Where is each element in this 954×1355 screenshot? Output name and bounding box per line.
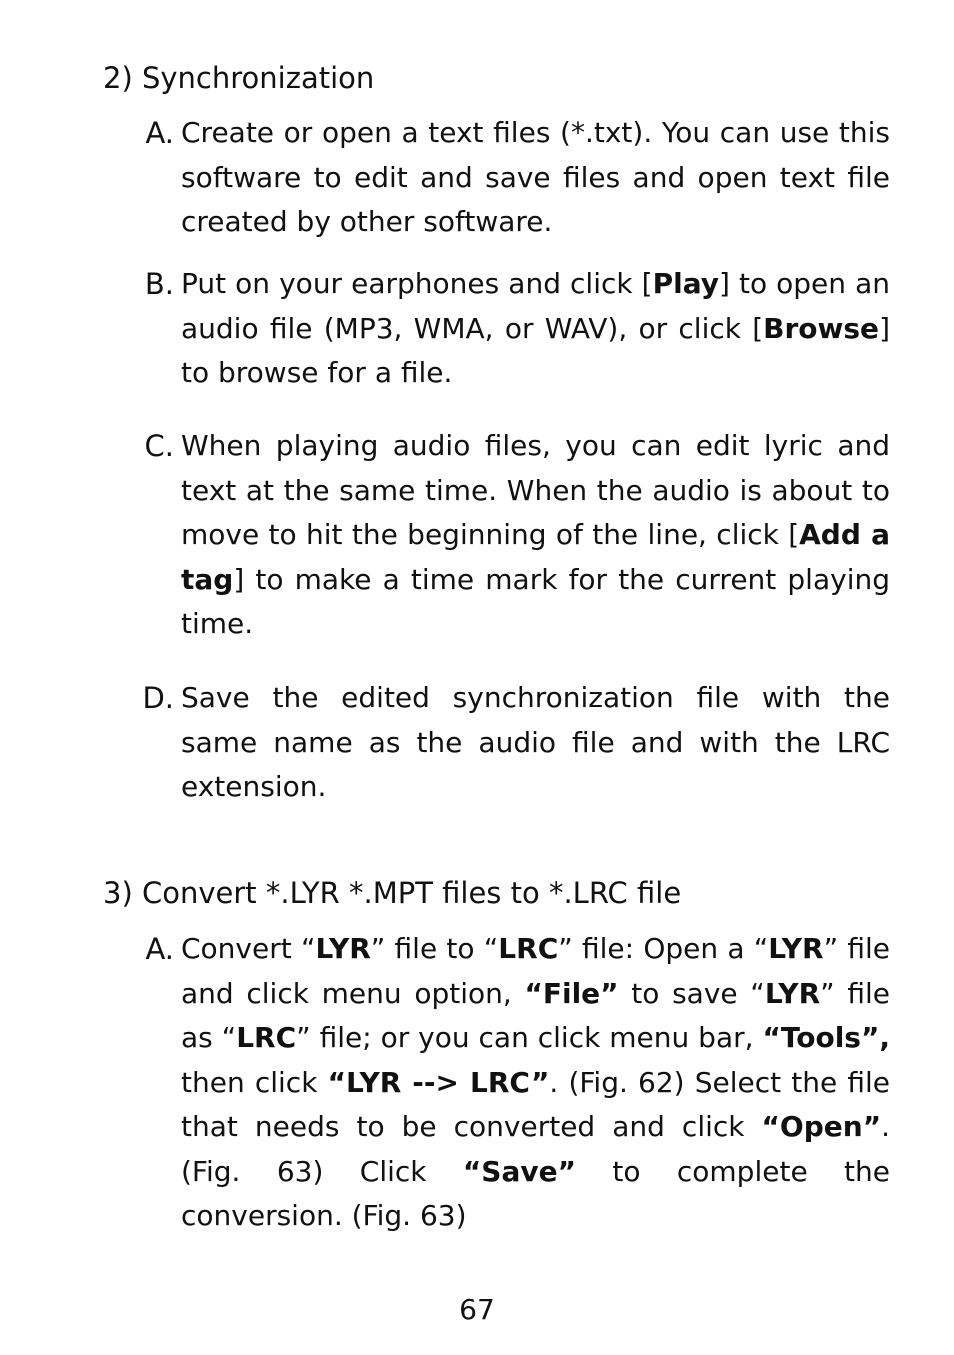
text-run: Convert “: [181, 932, 316, 965]
item-marker: D.: [142, 681, 174, 715]
text-run: ” file to “: [370, 932, 499, 965]
item-marker: C.: [144, 429, 174, 463]
text-run: . (Fig. 62) Select the file that needs to be converted and click: [181, 1065, 891, 1143]
bold-text: “File”: [524, 976, 619, 1010]
item-marker: B.: [144, 267, 174, 301]
item-text: [181, 676, 890, 810]
section-heading: 2) Synchronization: [103, 61, 375, 95]
section-heading: 3) Convert *.LYR *.MPT files to *.LRC file: [103, 876, 682, 910]
text-run: ” file: Open a “: [558, 932, 769, 965]
bold-text: “LYR --> LRC”: [327, 1065, 550, 1099]
item-marker: A.: [145, 932, 174, 966]
bold-text: “Tools”,: [762, 1021, 890, 1054]
text-run: ] to open an audio file (MP3, WMA, or WAV), or click [: [181, 267, 890, 345]
bold-text: “Save”: [462, 1154, 576, 1188]
bold-text: Browse: [763, 311, 880, 345]
text-run: ” file and click menu option,: [181, 932, 890, 1010]
bold-text: Play: [652, 267, 719, 300]
text-run: ” file; or you can click menu bar,: [296, 1021, 763, 1054]
bold-text: LYR: [768, 932, 824, 965]
text-run: Put on your earphones and click [: [181, 267, 653, 300]
item-text: [181, 927, 890, 1239]
text-run: then click: [181, 1065, 328, 1099]
bold-text: LRC: [236, 1021, 297, 1054]
bold-text: LRC: [498, 932, 559, 965]
text-run: ] to browse for a file.: [181, 311, 890, 389]
text-run: to save “: [618, 976, 765, 1010]
text-run: ] to make a time mark for the current playing time.: [181, 562, 890, 640]
text-run: When playing audio files, you can edit lyric and text at the same time. When the audio is about to move to hit the beginning of the line, click [: [181, 429, 890, 551]
item-text: [181, 262, 890, 396]
item-marker: A.: [145, 116, 174, 150]
text-run: ” file as “: [181, 976, 890, 1054]
bold-text: LYR: [764, 976, 821, 1010]
text-run: to complete the conversion. (Fig. 63): [181, 1154, 891, 1232]
item-text: [181, 424, 890, 647]
bold-text: “Open”: [761, 1110, 882, 1143]
bold-text: Add a tag: [181, 518, 890, 596]
page-number: 67: [459, 1293, 495, 1326]
text-run: . (Fig. 63) Click: [181, 1110, 890, 1188]
bold-text: LYR: [315, 932, 371, 965]
text-run: Create or open a text files (*.txt). You can use this software to edit and save files and open text file created by other software.: [181, 116, 890, 238]
text-run: Save the edited synchronization file with the same name as the audio file and with the LRC extension.: [181, 681, 890, 803]
item-text: [181, 111, 890, 245]
